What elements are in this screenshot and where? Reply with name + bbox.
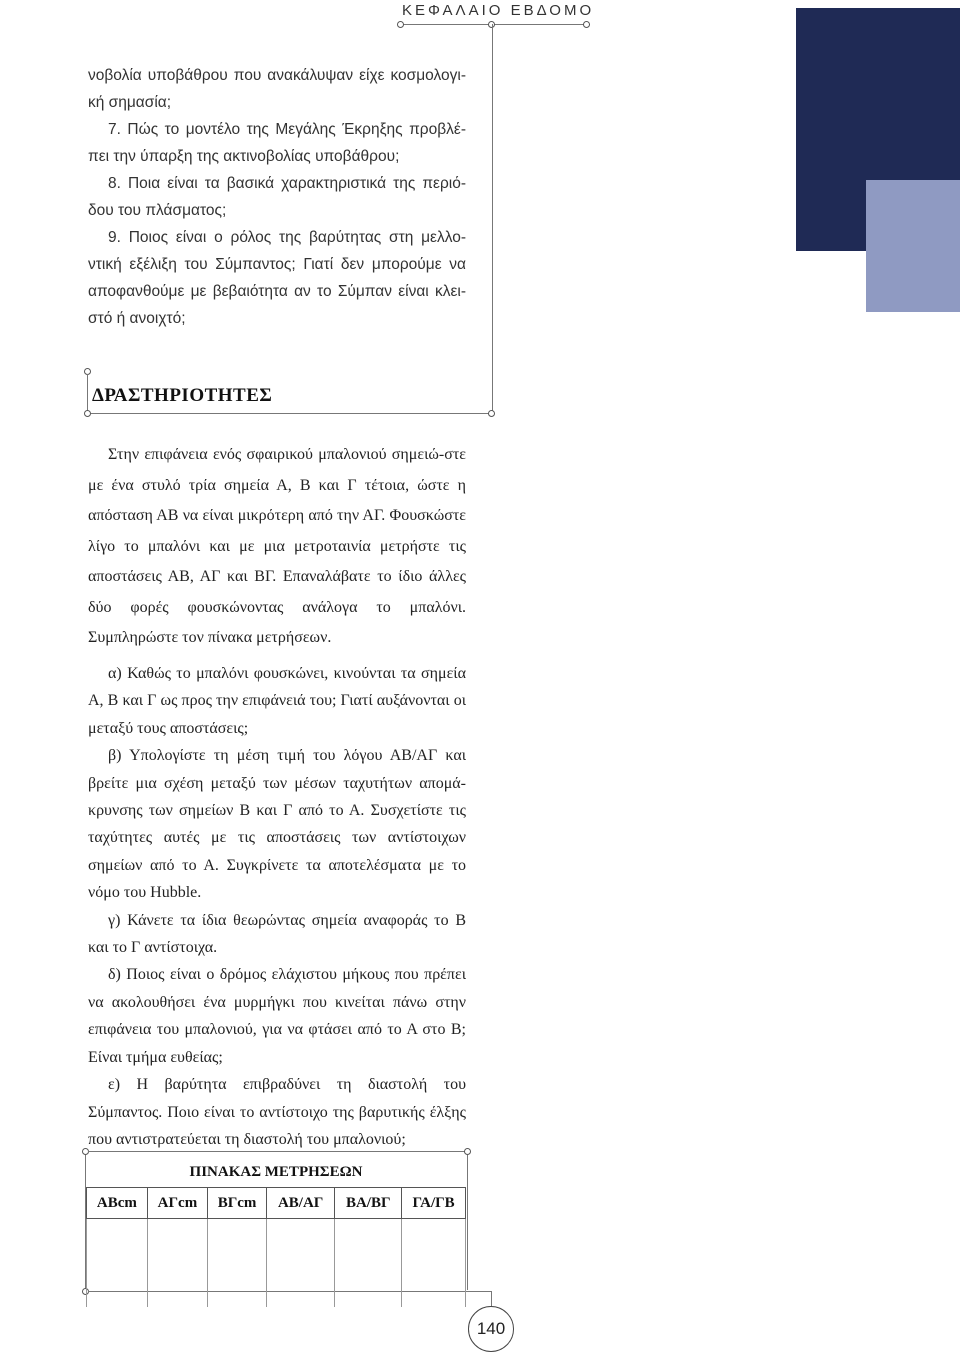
table-top-rule <box>88 1151 466 1152</box>
task-item: γ) Κάνετε τα ίδια θεωρώντας σημεία αναφοράς το Β και το Γ αντίστοιχα. <box>88 911 466 957</box>
header-dot-right <box>583 21 590 28</box>
header-dot-left <box>397 21 404 28</box>
activity-intro <box>88 440 466 654</box>
heading-dot-bottom-right <box>488 410 495 417</box>
table-title: ΠΙΝΑΚΑΣ ΜΕΤΡΗΣΕΩΝ <box>189 1163 363 1180</box>
task-item: δ) Ποιος είναι ο δρόμος ελάχιστου μήκους που πρέπει να ακολουθήσει ένα μυρμήγκι που κινείται πάνω στην επιφάνεια του μπαλονιού, για να φτάσει από το Α στο Β; Είναι τμήμα ευθείας; <box>88 966 466 1066</box>
measurement-table <box>86 1157 466 1307</box>
decorative-light-square <box>866 180 960 312</box>
heading-rule-vertical <box>87 374 88 414</box>
intro-text: Στην επιφάνεια ενός σφαιρικού μπαλονιού σημειώ-στε με ένα στυλό τρία σημεία Α, Β και Γ τέτοια, ώστε η απόσταση ΑΒ να είναι μικρότερη από την ΑΓ. Φουσκώστε λίγο το μπαλόνι και με μια μετροταινία μετρήστε τις αποστάσεις ΑΒ, ΑΓ και ΒΓ. Επαναλάβατε το ίδιο άλλες δύο φορές φουσκώνοντας ανάλογα το μπαλόνι. Συμπληρώστε τον πίνακα μετρήσεων. <box>88 446 466 646</box>
table-header-ba-bg: ΒΑ/ΒΓ <box>335 1188 402 1219</box>
table-right-rule <box>467 1155 468 1290</box>
table-header-ab: ΑΒcm <box>87 1188 148 1219</box>
table-cell <box>402 1219 466 1308</box>
table-cell <box>208 1219 267 1308</box>
page-number: 140 <box>476 1319 506 1338</box>
table-cell <box>267 1219 335 1308</box>
table-cell <box>335 1219 402 1308</box>
heading-dot-bottom-left <box>84 410 91 417</box>
question-text: 9. Ποιος είναι ο ρόλος της βαρύτητας στη μελλο-ντική εξέλιξη του Σύμπαντος; Γιατί δεν μπορούμε να αποφανθούμε με βεβαιότητα αν το Σύμπαν είναι κλει-στό ή ανοιχτό; <box>88 229 466 327</box>
task-item: ε) Η βαρύτητα επιβραδύνει τη διαστολή του Σύμπαντος. Ποιο είναι το αντίστοιχο της βαρυτικής έλξης που αντιστρατεύεται τη διαστολή του μπαλονιού; <box>88 1076 466 1148</box>
table-header-ga-gb: ΓΑ/ΓΒ <box>402 1188 466 1219</box>
question-text: 8. Ποια είναι τα βασικά χαρακτηριστικά της περιό-δου του πλάσματος; <box>88 175 466 219</box>
question-text: νοβολία υποβάθρου που ανακάλυψαν είχε κοσμολογι-κή σημασία; <box>88 67 466 111</box>
table-header-ab-ag: ΑΒ/ΑΓ <box>267 1188 335 1219</box>
task-item: α) Καθώς το μπαλόνι φουσκώνει, κινούνται τα σημεία Α, Β και Γ ως προς την επιφάνειά του; Γιατί αυξάνονται οι μεταξύ τους αποστάσεις; <box>88 665 466 737</box>
chapter-header: ΚΕΦΑΛΑΙΟ ΕΒΔΟΜΟ <box>402 2 595 19</box>
table-dot-top-right <box>464 1148 471 1155</box>
table-header-ag: ΑΓcm <box>147 1188 207 1219</box>
table-row <box>87 1219 466 1308</box>
question-text: 7. Πώς το μοντέλο της Μεγάλης Έκρηξης προβλέ-πει την ύπαρξη της ακτινοβολίας υποβάθρου; <box>88 121 466 165</box>
heading-rule <box>91 413 489 414</box>
table-header-bg: ΒΓcm <box>208 1188 267 1219</box>
table-cell <box>87 1219 148 1308</box>
column-rule <box>492 24 493 414</box>
table-cell <box>147 1219 207 1308</box>
questions-block <box>88 62 466 332</box>
page-number-circle <box>468 1306 514 1352</box>
page-number-rule <box>491 1291 492 1307</box>
activity-tasks <box>88 660 466 1153</box>
activities-heading: ΔΡΑΣΤΗΡΙΟΤΗΤΕΣ <box>92 385 273 406</box>
task-item: β) Υπολογίστε τη μέση τιμή του λόγου ΑΒ/ΑΓ και βρείτε μια σχέση μεταξύ των μέσων ταχυτήτων απομά-κρυνσης των σημείων Β και Γ από το Α. Συσχετίστε τις ταχύτητες αυτές με τις αποστάσεις των αντίστοιχων σημείων από το Α. Συγκρίνετε τα αποτελέσματα με το νόμο του Hubble. <box>88 747 466 902</box>
header-rule <box>400 24 590 25</box>
